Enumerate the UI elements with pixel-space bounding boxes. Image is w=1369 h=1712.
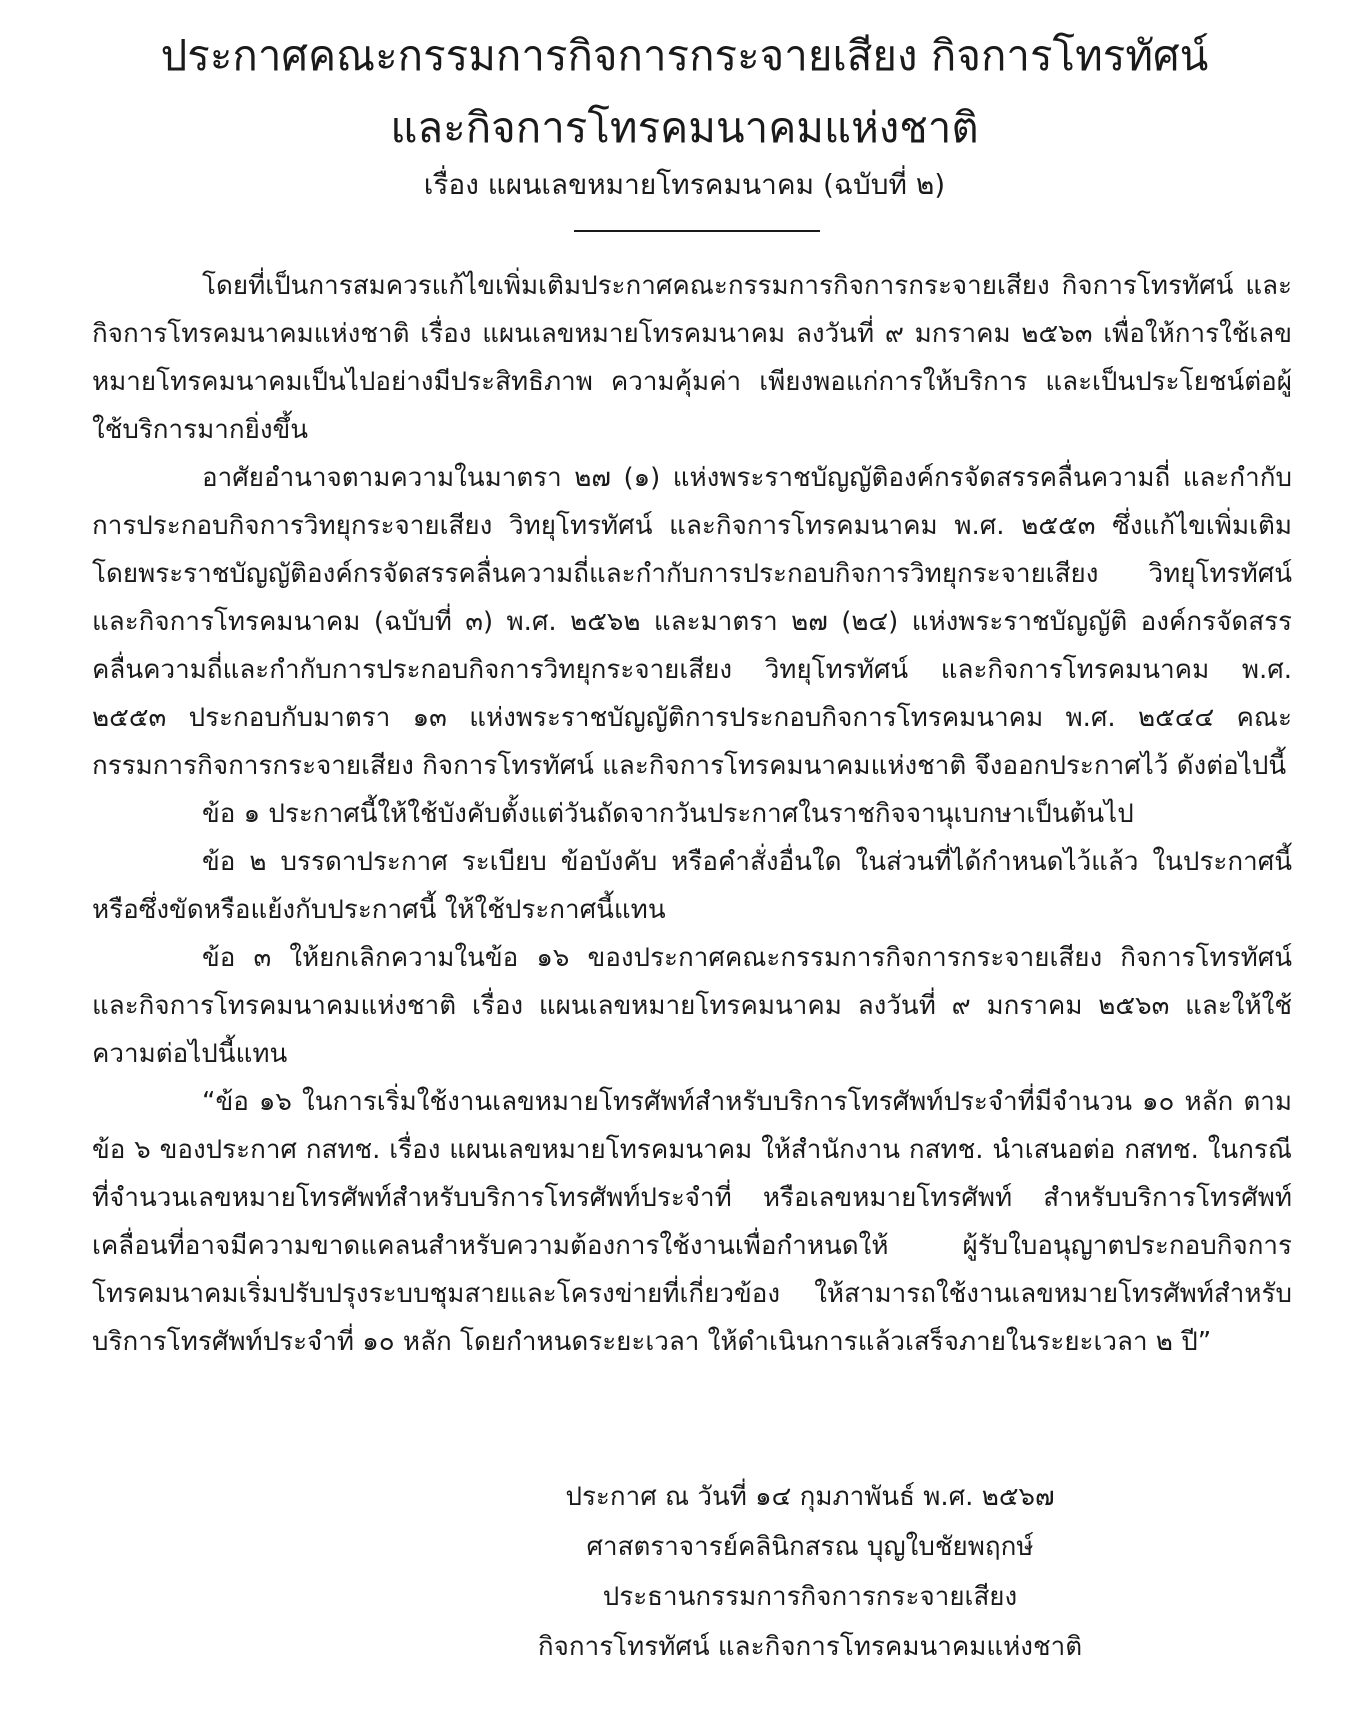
clause-3: ข้อ ๓ ให้ยกเลิกความในข้อ ๑๖ ของประกาศคณะกรรมการกิจการกระจายเสียง กิจการโทรทัศน์ และกิจการโทรคมนาคมแห่งชาติ เรื่อง แผนเลขหมายโทรคมนาคม ลงวันที่ ๙ มกราคม ๒๕๖๓ และให้ใช้ความต่อไปนี้แทน [92, 943, 1292, 1069]
signatory-position-line-2: กิจการโทรทัศน์ และกิจการโทรคมนาคมแห่งชาติ [537, 1632, 1083, 1662]
preamble-paragraph: โดยที่เป็นการสมควรแก้ไขเพิ่มเติมประกาศคณะกรรมการกิจการกระจายเสียง กิจการโทรทัศน์ และกิจการโทรคมนาคมแห่งชาติ เรื่อง แผนเลขหมายโทรคมนาคม ลงวันที่ ๙ มกราคม ๒๕๖๓ เพื่อให้การใช้เลขหมายโทรคมนาคมเป็นไปอย่างมีประสิทธิภาพ ความคุ้มค่า เพียงพอแก่การให้บริการ และเป็นประโยชน์ต่อผู้ใช้บริการมากยิ่งขึ้น [92, 271, 1292, 445]
clause-2: ข้อ ๒ บรรดาประกาศ ระเบียบ ข้อบังคับ หรือคำสั่งอื่นใด ในส่วนที่ได้กำหนดไว้แล้ว ในประกาศนี้ หรือซึ่งขัดหรือแย้งกับประกาศนี้ ให้ใช้ประกาศนี้แทน [92, 847, 1292, 925]
title-divider [574, 230, 820, 232]
document-body [92, 262, 1292, 1366]
announcement-date: ประกาศ ณ วันที่ ๑๔ กุมภาพันธ์ พ.ศ. ๒๕๖๗ [565, 1482, 1055, 1512]
document-subject: เรื่อง แผนเลขหมายโทรคมนาคม (ฉบับที่ ๒) [423, 168, 946, 201]
document-title-line-2: และกิจการโทรคมนาคมแห่งชาติ [390, 103, 979, 152]
document-title-line-1: ประกาศคณะกรรมการกิจการกระจายเสียง กิจการโทรทัศน์ [160, 31, 1209, 80]
signatory-name: ศาสตราจารย์คลินิกสรณ บุญใบชัยพฤกษ์ [586, 1532, 1034, 1562]
clause-1: ข้อ ๑ ประกาศนี้ให้ใช้บังคับตั้งแต่วันถัดจากวันประกาศในราชกิจจานุเบกษาเป็นต้นไป [202, 799, 1134, 829]
signatory-position-line-1: ประธานกรรมการกิจการกระจายเสียง [602, 1582, 1018, 1612]
legal-authority-paragraph: อาศัยอำนาจตามความในมาตรา ๒๗ (๑) แห่งพระราชบัญญัติองค์กรจัดสรรคลื่นความถี่ และกำกับการประกอบกิจการวิทยุกระจายเสียง วิทยุโทรทัศน์ และกิจการโทรคมนาคม พ.ศ. ๒๕๕๓ ซึ่งแก้ไขเพิ่มเติมโดยพระราชบัญญัติองค์กรจัดสรรคลื่นความถี่และกำกับการประกอบกิจการวิทยุกระจายเสียง วิทยุโทรทัศน์ และกิจการโทรคมนาคม (ฉบับที่ ๓) พ.ศ. ๒๕๖๒ และมาตรา ๒๗ (๒๔) แห่งพระราชบัญญัติ องค์กรจัดสรรคลื่นความถี่และกำกับการประกอบกิจการวิทยุกระจายเสียง วิทยุโทรทัศน์ และกิจการโทรคมนาคม พ.ศ. ๒๕๕๓ ประกอบกับมาตรา ๑๓ แห่งพระราชบัญญัติการประกอบกิจการโทรคมนาคม พ.ศ. ๒๕๔๔ คณะกรรมการกิจการกระจายเสียง กิจการโทรทัศน์ และกิจการโทรคมนาคมแห่งชาติ จึงออกประกาศไว้ ดังต่อไปนี้ [92, 463, 1292, 781]
clause-16-quote: “ข้อ ๑๖ ในการเริ่มใช้งานเลขหมายโทรศัพท์สำหรับบริการโทรศัพท์ประจำที่มีจำนวน ๑๐ หลัก ตามข้อ ๖ ของประกาศ กสทช. เรื่อง แผนเลขหมายโทรคมนาคม ให้สำนักงาน กสทช. นำเสนอต่อ กสทช. ในกรณีที่จำนวนเลขหมายโทรศัพท์สำหรับบริการโทรศัพท์ประจำที่ หรือเลขหมายโทรศัพท์ สำหรับบริการโทรศัพท์เคลื่อนที่อาจมีความขาดแคลนสำหรับความต้องการใช้งานเพื่อกำหนดให้ ผู้รับใบอนุญาตประกอบกิจการโทรคมนาคมเริ่มปรับปรุงระบบชุมสายและโครงข่ายที่เกี่ยวข้อง ให้สามารถใช้งานเลขหมายโทรศัพท์สำหรับบริการโทรศัพท์ประจำที่ ๑๐ หลัก โดยกำหนดระยะเวลา ให้ดำเนินการแล้วเสร็จภายในระยะเวลา ๒ ปี” [92, 1087, 1292, 1357]
signature-block [480, 1472, 1140, 1672]
